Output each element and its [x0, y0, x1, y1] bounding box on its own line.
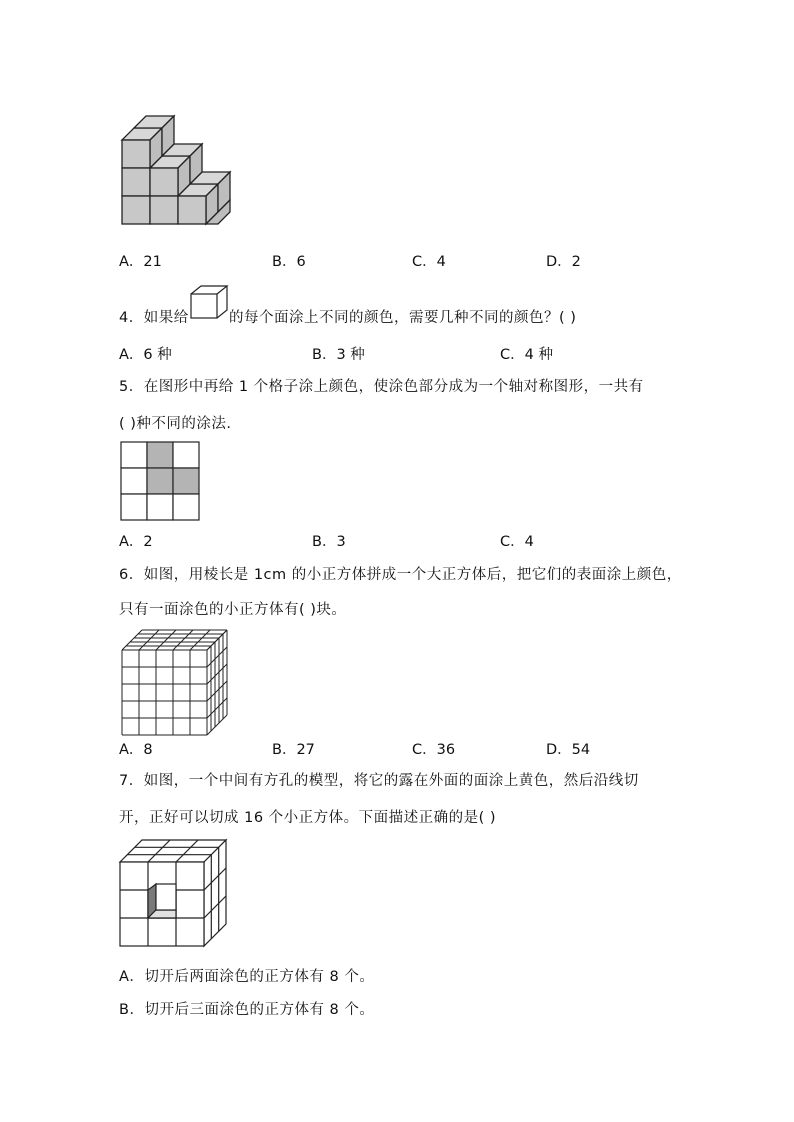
grid-cell: [147, 494, 173, 520]
q3-option-d[interactable]: D．2: [546, 254, 581, 270]
large-cube-grid-figure: [120, 628, 232, 728]
q5-option-a[interactable]: A．2: [119, 534, 153, 550]
q6-option-a[interactable]: A．8: [119, 742, 153, 758]
q5-option-c[interactable]: C．4: [500, 534, 534, 550]
q6-option-d[interactable]: D．54: [546, 742, 591, 758]
grid-cell: [121, 494, 147, 520]
q5-stem-line2: ( )种不同的涂法.: [119, 416, 232, 432]
q4-option-a[interactable]: A．6 种: [119, 347, 172, 363]
q4-option-b[interactable]: B．3 种: [312, 347, 365, 363]
cube-with-square-hole-figure: [120, 840, 232, 952]
q5-stem-line1: 5．在图形中再给 1 个格子涂上颜色，使涂色部分成为一个轴对称图形，一共有: [119, 379, 644, 395]
q7-option-a[interactable]: A．切开后两面涂色的正方体有 8 个。: [119, 969, 375, 985]
grid-cell: [173, 468, 199, 494]
three-by-three-grid: [120, 441, 200, 521]
q6-stem-line2: 只有一面涂色的小正方体有( )块。: [119, 602, 347, 618]
grid-cell: [173, 442, 199, 468]
staircase-cubes-figure: [118, 102, 248, 232]
grid-cell: [147, 468, 173, 494]
q4-stem-end: 的每个面涂上不同的颜色，需要几种不同的颜色？( ): [229, 310, 577, 326]
q6-option-c[interactable]: C．36: [412, 742, 456, 758]
small-cube-icon: [189, 284, 229, 320]
q5-option-b[interactable]: B．3: [312, 534, 346, 550]
q6-stem-line1: 6．如图，用棱长是 1cm 的小正方体拼成一个大正方体后，把它们的表面涂上颜色，: [119, 567, 682, 583]
q3-option-b[interactable]: B．6: [272, 254, 306, 270]
q7-option-b[interactable]: B．切开后三面涂色的正方体有 8 个。: [119, 1002, 375, 1018]
q4-option-c[interactable]: C．4 种: [500, 347, 553, 363]
q3-option-a[interactable]: A．21: [119, 254, 162, 270]
q4-stem-start: 4．如果给: [119, 310, 189, 326]
q6-option-b[interactable]: B．27: [272, 742, 315, 758]
grid-cell: [173, 494, 199, 520]
q3-option-c[interactable]: C．4: [412, 254, 446, 270]
grid-cell: [147, 442, 173, 468]
grid-cell: [121, 442, 147, 468]
q7-stem-line1: 7．如图，一个中间有方孔的模型，将它的露在外面的面涂上黄色，然后沿线切: [119, 773, 639, 789]
grid-cell: [121, 468, 147, 494]
q7-stem-line2: 开，正好可以切成 16 个小正方体。下面描述正确的是( ): [119, 810, 497, 826]
